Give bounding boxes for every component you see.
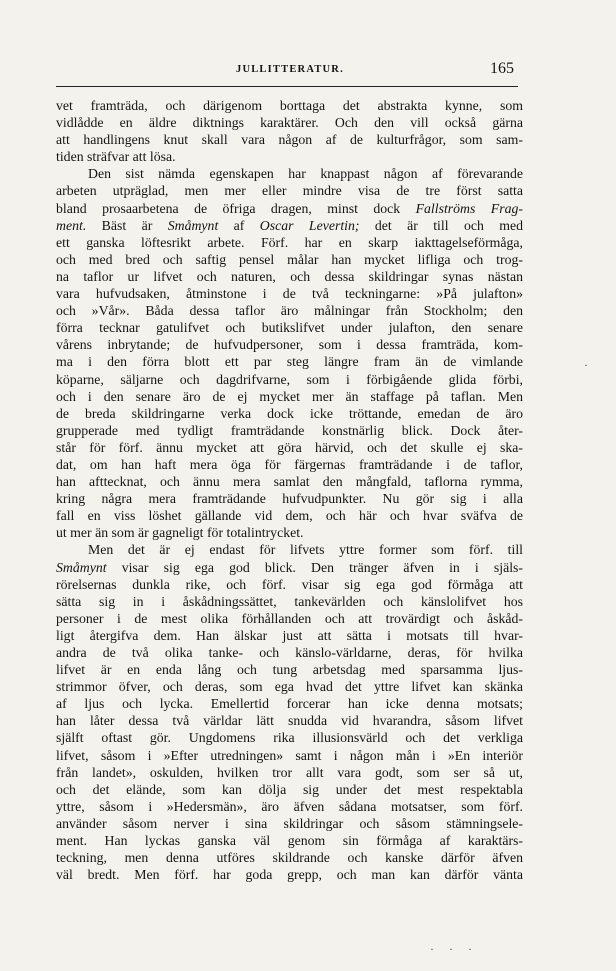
text-line: ment. Bäst är Småmynt af Oscar Levertin; det är till och med [56, 217, 523, 233]
text-line: bland prosaarbetena de öfriga dragen, minst dock Fallströms Frag- [56, 200, 523, 216]
text-line: grupperade med tydligt framträdande konstnärlig blick. Dock åter- [56, 422, 523, 438]
text-line: står för förf. ännu mycket att göra härvid, och det skulle ej ska- [56, 439, 523, 455]
text-line: arbeten utpräglad, men mer eller mindre visa de tre först satta [56, 183, 523, 199]
text-line: Den sist nämda egenskapen har knappast någon af förevarande [88, 166, 523, 182]
text-line: ett ganska löftesrikt arbete. Förf. har en skarp iakttagelseförmåga, [56, 234, 523, 250]
text-line: personer i de mest olika förhållanden och att trovärdigt och åskåd- [56, 610, 523, 626]
text-line: väl bredt. Men förf. har goda grepp, och man kan därför vänta [56, 867, 523, 883]
page-number: 165 [490, 60, 514, 77]
text-line: och det elände, som kan dölja sig under det mest respektabla [56, 781, 523, 797]
text-line: vet framträda, och därigenom borttaga det abstrakta kynne, som [56, 98, 523, 113]
running-title: JULLITTERATUR. [236, 64, 344, 75]
text-line: ment. Han lyckas ganska väl genom sin förmåga af karaktärs- [56, 833, 523, 849]
text-line: andra de två olika tanke- och känslo-världarne, deras, för hvilka [56, 645, 523, 660]
text-line: Småmynt visar sig ega god blick. Den tränger äfven in i själs- [56, 559, 523, 575]
text-line: förra tecknar gatulifvet och butikslifvet under julafton, den senare [56, 320, 523, 336]
text-line: och i den senare äro de ej mycket mer än staffage på taflan. Men [56, 388, 523, 404]
text-line: lifvet är en enda lång och tung arbetsdag med sparsamma ljus- [56, 662, 523, 678]
text-line: och »Vår». Båda dessa taflor äro målningar från Stockholm; den [56, 303, 523, 319]
text-line: na taflor ur lifvet och naturen, och dessa skildringar synas nästan [56, 268, 523, 284]
text-line: kring några mera framträdande hufvudpunkter. Nu gör sig i alla [56, 491, 523, 507]
text-line: lifvet, såsom i »Efter utredningen» samt i någon mån i »En interiör [56, 747, 523, 763]
text-line: strimmor öfver, och deras, som ega hvad det yttre lifvet kan skänka [56, 679, 523, 695]
header-rule [56, 86, 518, 87]
text-line: af ljus och lycka. Emellertid forcerar han icke denna motsats; [56, 696, 523, 712]
body-text [56, 97, 523, 883]
text-line: de breda skildringarne verka dock icke tröttande, emedan de äro [56, 405, 523, 421]
text-line: dat, om han haft mera öga för färgernas framträdande i de taflor, [56, 456, 523, 472]
margin-mark: · [584, 358, 588, 372]
text-line: sätta sig in i åskådningssättet, tankevärlden och känslolifvet hos [56, 593, 523, 609]
text-line: yttre, såsom i »Hedersmän», äro äfven sådana motsatser, som förf. [56, 798, 523, 814]
text-line: ma i den förra blott ett par steg längre fram än de vimlande [56, 354, 523, 370]
text-line: att handlingens knut skall vara någon af de kulturfrågor, som sam- [56, 132, 523, 148]
text-line: vårens inbrytande; de hufvudpersoner, som i dessa framträda, kom- [56, 337, 523, 353]
text-line: från landet», oskulden, hvilken tror allt vara godt, som ser så ut, [56, 764, 523, 780]
text-line: vidlådde en äldre diktnings karaktärer. Och den vill också gärna [56, 115, 523, 131]
text-line: teckning, men denna utföres skildrande och kanske därför äfven [56, 850, 523, 866]
text-line: ligt återgifva dem. Han älskar just att sätta i motsats till hvar- [56, 627, 523, 643]
text-line: själft oftast gör. Ungdomens rika illusionsvärld och det verkliga [56, 730, 523, 746]
text-line: tiden sträfvar att lösa. [56, 149, 176, 165]
text-line: och med bred och saftig pensel målar han mycket lifliga och trog- [56, 251, 523, 267]
text-line: Men det är ej endast för lifvets yttre former som förf. till [88, 542, 523, 558]
text-line: han låter dessa två världar lätt snudda vid hvarandra, såsom lifvet [56, 713, 523, 729]
text-line: ut mer än som är gagneligt för totalintrycket. [56, 525, 304, 541]
page-header [56, 60, 518, 84]
text-line: rörelsernas dunkla rike, och förf. visar sig ega god förmåga att [56, 576, 523, 592]
footer-marks: · · · [430, 942, 478, 956]
text-line: använder såsom nerver i sina skildringar och såsom stämningsele- [56, 815, 523, 831]
text-line: fall en viss löshet gällande vid dem, och här och hvar sväfva de [56, 508, 523, 524]
text-line: han afttecknat, och ännu mera samlat den mångfald, taflorna rymma, [56, 474, 523, 490]
text-line: köparne, säljarne och dagdrifvarne, som i förbigående glida förbi, [56, 371, 523, 387]
text-line: vara hufvudsaken, åtminstone i de två teckningarne: »På julafton» [56, 286, 523, 302]
